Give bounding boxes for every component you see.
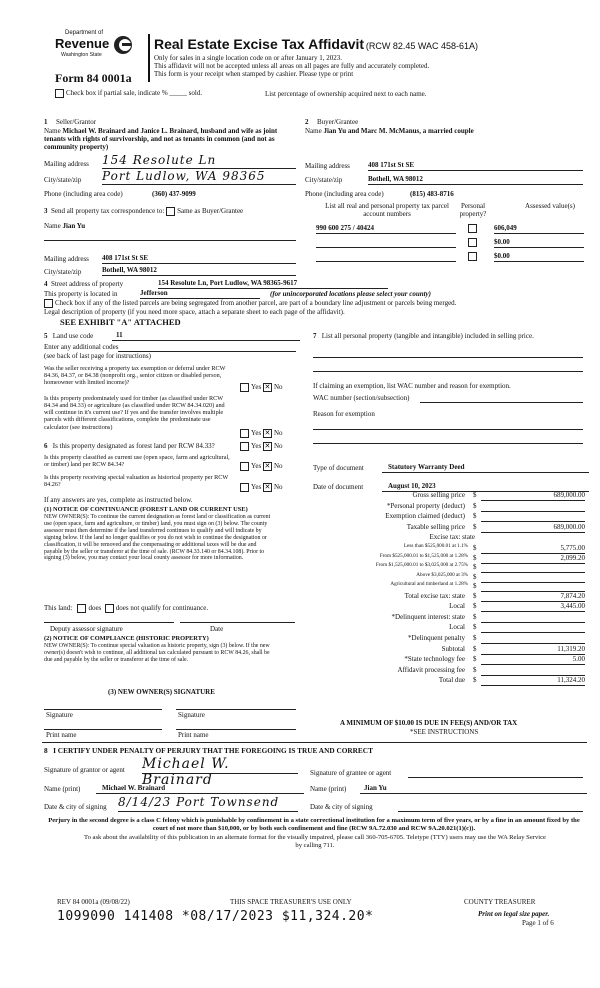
tax-row-value[interactable]	[481, 582, 585, 592]
does-not-checkbox[interactable]	[105, 604, 114, 613]
tax-row	[313, 502, 583, 512]
segregated-text: Check box if any of the listed parcels are being segregated from another parcel, are part of a boundary line adjustment or parcels being merged.	[55, 299, 457, 308]
deputy-date-line[interactable]	[180, 621, 295, 623]
section3-number: 3	[44, 207, 48, 216]
owner-print-line-1[interactable]	[44, 728, 162, 730]
current-use-yes-checkbox[interactable]	[240, 462, 249, 471]
dollar-sign: $	[473, 563, 477, 571]
dollar-sign: $	[473, 501, 477, 510]
section3-row	[44, 207, 243, 216]
exemption-yes-label: Yes	[251, 383, 262, 392]
tax-row-label: Exemption claimed (deduct)	[385, 512, 465, 521]
owner-print-line-2[interactable]	[176, 728, 296, 730]
segregated-row	[44, 299, 456, 308]
dollar-sign: $	[473, 633, 477, 642]
notice2-title: (2) NOTICE OF COMPLIANCE (HISTORIC PROPERTY)	[44, 635, 209, 642]
tax-row-value[interactable]	[481, 666, 585, 676]
buyer-number: 2	[305, 118, 309, 126]
assessed-col-header: Assessed value(s)	[525, 202, 575, 210]
reason-line-1[interactable]	[313, 428, 583, 430]
deputy-signature-label: Deputy assessor signature	[50, 625, 123, 633]
treasurer-receipt: 1099090 141408 *08/17/2023 $11,324.20*	[57, 909, 374, 924]
form-revision: REV 84 0001a (09/08/22)	[57, 898, 130, 906]
dollar-sign: $	[473, 665, 477, 674]
grantor-date-label: Date & city of signing	[44, 803, 107, 811]
personal-checkbox-1[interactable]	[468, 224, 477, 233]
tax-row	[313, 666, 583, 676]
seller-heading: Seller/Grantor	[56, 118, 97, 126]
wac-label: WAC number (section/subsection)	[313, 394, 410, 402]
logo-line1: Department of	[65, 30, 104, 36]
property-street[interactable]: 154 Resolute Ln, Port Ludlow, WA 98365-9617	[158, 279, 388, 289]
tax-row-label: *Delinquent interest: state	[391, 612, 465, 621]
section3-name-row	[44, 222, 85, 230]
county-treasurer: COUNTY TREASURER	[464, 898, 536, 906]
tax-row-label: Local	[449, 623, 465, 632]
exemption-yes-no	[240, 383, 283, 392]
tax-row	[313, 655, 583, 665]
segregated-checkbox[interactable]	[44, 299, 53, 308]
tax-row-value[interactable]: 5,775.00	[481, 544, 585, 554]
revenue-swoosh-icon	[112, 34, 134, 56]
exhibit-a-text: SEE EXHIBIT "A" ATTACHED	[60, 317, 181, 327]
tax-row-label: Subtotal	[441, 644, 465, 653]
tax-row-label: Taxable selling price	[406, 522, 465, 531]
historic-yes-checkbox[interactable]	[240, 483, 249, 492]
form-title-row	[154, 36, 478, 52]
deputy-signature-line[interactable]	[44, 621, 174, 623]
tax-row	[313, 613, 583, 623]
tax-row-label: *State technology fee	[404, 655, 465, 664]
grantee-signature-line[interactable]	[408, 768, 583, 778]
legal-size-note: Print on legal size paper.	[478, 910, 550, 918]
section3-blank-line	[44, 240, 296, 241]
grantor-name-label: Name (print)	[44, 785, 81, 793]
tax-row	[313, 592, 583, 602]
timber-no-checkbox[interactable]: ✕	[264, 429, 271, 437]
historic-question: Is this property receiving special valuation as historical property per RCW 84.26?	[44, 474, 229, 489]
dollar-sign: $	[473, 676, 477, 685]
seller-number: 1	[44, 118, 48, 126]
located-note: (for unincorporated locations please select your county)	[270, 290, 431, 298]
current-use-no-label: No	[273, 462, 283, 471]
dollar-sign: $	[473, 644, 477, 653]
tax-row-label: Total due	[438, 676, 465, 685]
current-use-yes-no	[240, 462, 283, 471]
personal-col-header: Personal property?	[459, 202, 487, 219]
historic-yes-no	[240, 483, 283, 492]
seller-name: Michael W. Brainard and Janice L. Brainard, husband and wife as joint tenants with rights of survivorship, and not as tenants in common (and not as community property)	[44, 127, 278, 152]
tax-row-label: Total excise tax: state	[404, 591, 465, 600]
tax-row	[313, 634, 583, 644]
dollar-sign: $	[473, 582, 477, 590]
tax-row-value[interactable]: 11,324.20	[481, 676, 585, 686]
partial-sale-checkbox[interactable]	[55, 89, 64, 98]
land-use-row	[44, 332, 93, 340]
page-number: Page 1 of 6	[522, 919, 554, 927]
certify-text: I CERTIFY UNDER PENALTY OF PERJURY THAT THE FOREGOING IS TRUE AND CORRECT	[53, 746, 373, 755]
tax-row-value[interactable]	[481, 623, 585, 633]
dollar-sign: $	[473, 591, 477, 600]
timber-no-label: No	[273, 429, 283, 438]
tax-row-value[interactable]	[481, 573, 585, 583]
section6-number: 6	[44, 442, 48, 450]
dollar-sign: $	[473, 572, 477, 581]
land-use-code[interactable]: 11	[112, 331, 300, 341]
exemption-yes-checkbox[interactable]	[240, 383, 249, 392]
form-title-ref: (RCW 82.45 WAC 458-61A)	[365, 41, 479, 51]
section3-city-label: City/state/zip	[44, 268, 82, 276]
doc-date-label: Date of document	[313, 483, 364, 491]
additional-codes-label: Enter any additional codes	[44, 343, 119, 351]
buyer-city[interactable]: Bothell, WA 98012	[368, 175, 583, 185]
certify-row	[44, 747, 373, 755]
dollar-sign: $	[473, 623, 477, 632]
forest-question: Is this property designated as forest land per RCW 84.33?	[52, 442, 215, 450]
seller-mailing-label: Mailing address	[44, 160, 89, 168]
section7-row	[313, 332, 583, 340]
tax-row-value[interactable]	[481, 512, 585, 522]
owner-signature-label-2: Signature	[178, 711, 205, 719]
perjury-notice: Perjury in the second degree is a class C felony which is punishable by confinement in a state correctional institution for a maximum term of five years, or by a fine in an amount fixed by the court of not more than $10,000, or by both such confinement and fine (RCW 9A.72.030 and RCW 9A.20.021(1)(c)).	[48, 817, 580, 832]
tax-row-value[interactable]	[481, 502, 585, 512]
assessed-value-3[interactable]: $0.00	[494, 252, 584, 262]
forest-yes-no	[240, 442, 283, 451]
tax-row-value[interactable]: 689,000.00	[481, 491, 585, 501]
section4-street-row	[44, 280, 123, 288]
does-not-label: does not qualify for continuance.	[115, 604, 209, 613]
parcel-number-3[interactable]	[316, 252, 456, 262]
tax-row-label: Less than $525,000.01 at 1.1%	[403, 543, 468, 549]
does-label: does	[88, 604, 102, 613]
forest-yes-label: Yes	[251, 442, 262, 451]
forest-row	[44, 442, 215, 450]
dollar-sign: $	[473, 512, 477, 521]
buyer-heading: Buyer/Grantee	[317, 118, 359, 126]
if-yes-note: If any answers are yes, complete as instructed below.	[44, 496, 193, 504]
buyer-name-block	[305, 127, 585, 135]
deputy-date-label: Date	[210, 625, 224, 633]
tax-row	[313, 623, 583, 633]
seller-name-label: Name	[44, 127, 61, 135]
personal-checkbox-3[interactable]	[468, 252, 477, 261]
grantor-name[interactable]: Michael W. Brainard	[96, 784, 304, 794]
tax-row	[313, 491, 583, 501]
header-divider	[148, 34, 150, 82]
tax-row-value[interactable]: 5.00	[481, 655, 585, 665]
doc-type-label: Type of document	[313, 464, 364, 472]
tax-row-value[interactable]: 7,874.20	[481, 592, 585, 602]
owner-print-label-1: Print name	[46, 731, 77, 739]
timber-yes-no	[240, 429, 283, 438]
forest-no-label: No	[273, 442, 283, 451]
section3-name[interactable]: Jian Yu	[62, 222, 86, 230]
minimum-fee-note: A MINIMUM OF $10.00 IS DUE IN FEE(S) AND/OR TAX	[340, 719, 518, 727]
tax-row-label: *Personal property (deduct)	[386, 501, 465, 510]
legal-description-label: Legal description of property (if you need more space, attach a separate sheet to each page of the affidavit).	[44, 308, 345, 316]
logo-line3: Washington State	[61, 52, 102, 58]
grantee-date-line[interactable]	[398, 802, 583, 812]
exemption-question: Was the seller receiving a property tax exemption or deferral under RCW 84.36, 84.37, or 84.38 (nonprofit org., senior citizen or disabled person, homeowner with limited income)?	[44, 365, 226, 387]
owner-signature-line-2[interactable]	[176, 708, 296, 710]
section7-text: List all personal property (tangible and intangible) included in selling price.	[321, 332, 534, 340]
header-note-1: Only for sales in a single location code on or after January 1, 2023.	[154, 54, 342, 62]
dollar-sign: $	[473, 522, 477, 531]
dollar-sign: $	[473, 655, 477, 664]
assessed-value-1[interactable]: 606,049	[494, 224, 584, 234]
parcel-col-header: List all real and personal property tax parcel account numbers	[325, 202, 449, 219]
seller-city[interactable]: Port Ludlow, WA 98365	[102, 170, 296, 185]
personal-property-line-1[interactable]	[313, 356, 583, 358]
tax-row-label: Agricultural and timberland at 1.28%	[390, 581, 468, 587]
current-use-question: Is this property classified as current use (open space, farm and agricultural, or timber) land per RCW 84.34?	[44, 454, 230, 469]
owner-signature-label-1: Signature	[46, 711, 73, 719]
current-use-yes-label: Yes	[251, 462, 262, 471]
section7-number: 7	[313, 332, 317, 340]
new-owner-signature-title: (3) NEW OWNER(S) SIGNATURE	[108, 688, 215, 696]
tax-row	[313, 602, 583, 612]
exemption-no-checkbox[interactable]: ✕	[264, 383, 271, 391]
historic-no-checkbox[interactable]: ✕	[264, 483, 271, 491]
grantor-signature-label: Signature of grantor or agent	[44, 766, 125, 774]
timber-question: Is this property predominately used for timber (as classified under RCW 84.34 and 84.33) or agriculture (as classified under RCW 84.34.020) and will continue in it's current use? If yes and the transfer involves multiple parcels with different classifications, complete the predominate use calculator (see instructions)	[44, 395, 225, 431]
section3-name-label: Name	[44, 222, 61, 230]
grantee-name[interactable]: Jian Yu	[360, 784, 587, 794]
form-number: Form 84 0001a	[55, 71, 132, 85]
seller-phone-label: Phone (including area code)	[44, 190, 123, 198]
buyer-mailing[interactable]: 408 171st St SE	[368, 161, 583, 171]
availability-notice: To ask about the availability of this publication in an alternate format for the visually impaired, please call 360-705-6705. Teletype (TTY) users may use the WA Relay Service by calling 711.	[84, 834, 546, 849]
tax-row	[313, 676, 583, 686]
located-label: This property is located in	[44, 290, 118, 298]
personal-checkbox-2[interactable]	[468, 238, 477, 247]
section3-mailing[interactable]: 408 171st St SE	[102, 254, 296, 264]
seller-mailing[interactable]: 154 Resolute Ln	[102, 154, 296, 169]
wac-input[interactable]	[420, 393, 583, 403]
notice2-text: NEW OWNER(S): To continue special valuation as historic property, sign (3) below. If the new owner(s) doesn't wish to continue, all additional tax calculated pursuant to RCW 84.26, shall be due and payable by the seller or transferor at the time of sale.	[44, 643, 270, 663]
buyer-phone[interactable]: (815) 483-8716	[410, 190, 454, 198]
additional-codes-line[interactable]	[118, 342, 296, 352]
owner-signature-line-1[interactable]	[44, 708, 162, 710]
grantor-date-city[interactable]: 8/14/23 Port Townsend	[118, 796, 298, 812]
tax-row	[313, 512, 583, 522]
see-instructions-note: *SEE INSTRUCTIONS	[410, 728, 479, 736]
tax-row-label: Local	[449, 602, 465, 611]
doc-date[interactable]: August 10, 2023	[382, 482, 589, 492]
tax-row-label: From $1,525,000.01 to $3,025,000 at 2.75%	[375, 562, 468, 568]
seller-name-block	[44, 127, 294, 151]
tax-row-label: *Delinquent penalty	[408, 633, 465, 642]
forest-yes-checkbox[interactable]	[240, 442, 249, 451]
partial-sale-label: Check box if partial sale, indicate % _____ sold.	[66, 89, 203, 98]
grantee-date-label: Date & city of signing	[310, 803, 373, 811]
dollar-sign: $	[473, 544, 477, 552]
street-label: Street address of property	[51, 280, 124, 288]
forest-no-checkbox[interactable]: ✕	[264, 442, 271, 450]
treasurer-use-only: THIS SPACE TREASURER'S USE ONLY	[230, 898, 352, 906]
tax-row	[313, 645, 583, 655]
tax-row-value[interactable]: 3,445.00	[481, 602, 585, 612]
grantee-signature-label: Signature of grantee or agent	[310, 769, 392, 777]
buyer-name: Jian Yu and Marc M. McManus, a married couple	[323, 127, 474, 135]
tax-row-value[interactable]	[481, 563, 585, 573]
tax-row-value[interactable]	[481, 613, 585, 623]
section3-city[interactable]: Bothell, WA 98012	[102, 266, 296, 276]
section8-number: 8	[44, 746, 48, 755]
seller-city-label: City/state/zip	[44, 176, 82, 184]
tax-row-label: Affidavit processing fee	[397, 665, 465, 674]
exemption-claim-text: If claiming an exemption, list WAC number and reason for exemption.	[313, 382, 511, 390]
section5-number: 5	[44, 332, 48, 340]
current-use-no-checkbox[interactable]: ✕	[264, 462, 271, 470]
form-title: Real Estate Excise Tax Affidavit	[154, 36, 365, 52]
this-land-row	[44, 604, 208, 613]
buyer-phone-label: Phone (including area code)	[305, 190, 384, 198]
section3-mailing-label: Mailing address	[44, 255, 89, 263]
dollar-sign: $	[473, 491, 477, 499]
land-use-label: Land use code	[52, 332, 94, 340]
header-note-2: This affidavit will not be accepted unless all areas on all pages are fully and accurately completed.	[154, 62, 430, 70]
timber-yes-checkbox[interactable]	[240, 429, 249, 438]
grantor-signature[interactable]: Michael W. Brainard	[142, 756, 298, 774]
tax-row-label: Excise tax: state	[429, 533, 475, 542]
notice1-title: (1) NOTICE OF CONTINUANCE (FOREST LAND OR CURRENT USE)	[44, 506, 248, 513]
owner-print-label-2: Print name	[178, 731, 209, 739]
section8-top-border	[42, 742, 587, 743]
parcel-number-1[interactable]: 990 600 275 / 40424	[316, 224, 456, 234]
dollar-sign: $	[473, 612, 477, 621]
this-land-label: This land:	[44, 604, 73, 613]
tax-row-value[interactable]: 11,319.20	[481, 645, 585, 655]
partial-note: List percentage of ownership acquired next to each name.	[265, 90, 427, 98]
located-county[interactable]: Jefferson	[140, 289, 260, 299]
timber-yes-label: Yes	[251, 429, 262, 438]
same-as-buyer-label: Same as Buyer/Grantee	[177, 207, 244, 216]
grantee-name-label: Name (print)	[310, 785, 347, 793]
doc-type[interactable]: Statutory Warranty Deed	[382, 463, 589, 473]
historic-yes-label: Yes	[251, 483, 262, 492]
header-note-3: This form is your receipt when stamped by cashier. Please type or print	[154, 70, 354, 78]
dollar-sign: $	[473, 602, 477, 611]
reason-line-2[interactable]	[313, 442, 583, 444]
assessed-value-2[interactable]: $0.00	[494, 238, 584, 248]
buyer-name-label: Name	[305, 127, 322, 135]
notice1-text: NEW OWNER(S): To continue the current designation as forest land or classification as current use (open space, farm and agriculture, or timber) land, you must sign on (3) below. The county assessor must then determine if the land transferred continues to qualify and will indicate by signing below. If the land no longer qualifies or you do not wish to continue the designation or classification, it will be removed and the compensating or additional taxes will be due and payable by the seller or transferor at the time of sale. (RCW 84.33.140 or 84.34.108). Prior to signing (3) below, you may contact your local county assessor for more information.	[44, 514, 271, 562]
historic-no-label: No	[273, 483, 283, 492]
tax-row-label: Gross selling price	[412, 491, 465, 499]
buyer-city-label: City/state/zip	[305, 176, 343, 184]
exemption-no-label: No	[273, 383, 283, 392]
partial-sale-row	[55, 89, 202, 98]
personal-property-line-2[interactable]	[313, 370, 583, 372]
parcel-number-2[interactable]	[316, 238, 456, 248]
tax-row-value[interactable]: 2,099.20	[481, 554, 585, 564]
logo-line2: Revenue	[55, 36, 110, 51]
tax-row	[313, 582, 583, 592]
revenue-logo	[55, 30, 135, 66]
see-back-note: (see back of last page for instructions)	[44, 352, 151, 360]
section4-number: 4	[44, 280, 48, 288]
reason-label: Reason for exemption	[313, 410, 375, 418]
section3-text: Send all property tax correspondence to:	[51, 207, 165, 216]
does-checkbox[interactable]	[77, 604, 86, 613]
tax-row-value[interactable]	[481, 634, 585, 644]
buyer-mailing-label: Mailing address	[305, 162, 350, 170]
dollar-sign: $	[473, 553, 477, 562]
tax-row	[313, 533, 583, 543]
tax-row	[313, 523, 583, 533]
seller-phone[interactable]: (360) 437-9099	[152, 190, 196, 198]
tax-row-label: Above $3,025,000 at 3%	[416, 571, 468, 578]
tax-row-label: From $525,000.01 to $1,525,000 at 1.28%	[379, 552, 468, 559]
same-as-buyer-checkbox[interactable]	[166, 207, 175, 216]
tax-row-value[interactable]: 689,000.00	[481, 523, 585, 533]
